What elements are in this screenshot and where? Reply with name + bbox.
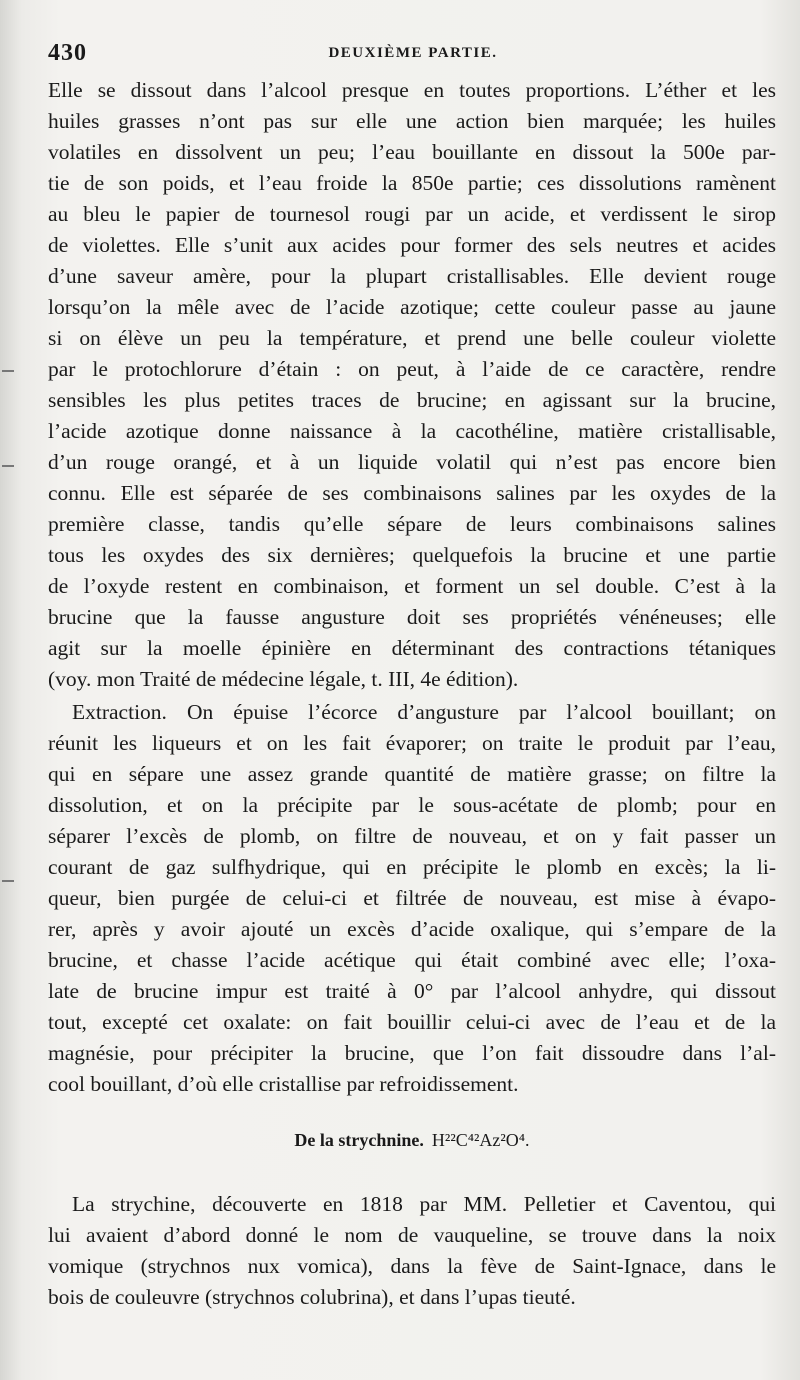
text-line: (voy. mon Traité de médecine légale, t. III, 4e édition). xyxy=(48,667,519,691)
chemical-formula: H²²C⁴²Az²O⁴. xyxy=(431,1130,530,1150)
text-line: Extraction. On épuise l’écorce d’angusture par l’alcool bouillant; on xyxy=(72,700,776,724)
text-line: rer, après y avoir ajouté un excès d’acide oxalique, qui s’empare de la xyxy=(48,917,776,941)
text-line: tout, excepté cet oxalate: on fait bouillir celui-ci avec de l’eau et de la xyxy=(48,1010,776,1034)
text-line: volatiles en dissolvent un peu; l’eau bouillante en dissout la 500e par- xyxy=(48,140,776,164)
text-line: par le protochlorure d’étain : on peut, à l’aide de ce caractère, rendre xyxy=(48,357,776,381)
section-heading-title: De la strychnine. xyxy=(294,1130,424,1150)
text-line: cool bouillant, d’où elle cristallise par refroidissement. xyxy=(48,1072,519,1096)
margin-tick xyxy=(2,370,14,372)
text-line: magnésie, pour précipiter la brucine, que l’on fait dissoudre dans l’al- xyxy=(48,1041,776,1065)
text-line: queur, bien purgée de celui-ci et filtrée de nouveau, est mise à évapo- xyxy=(48,886,776,910)
text-line: Elle se dissout dans l’alcool presque en toutes proportions. L’éther et les xyxy=(48,78,776,102)
text-line: tous les oxydes des six dernières; quelquefois la brucine et une partie xyxy=(48,543,776,567)
text-line: de l’oxyde restent en combinaison, et forment un sel double. C’est à la xyxy=(48,574,776,598)
text-line: si on élève un peu la température, et prend une belle couleur violette xyxy=(48,326,776,350)
text-line: de violettes. Elle s’unit aux acides pour former des sels neutres et acides xyxy=(48,233,776,257)
text-line: vomique (strychnos nux vomica), dans la fève de Saint-Ignace, dans le xyxy=(48,1254,776,1278)
text-line: connu. Elle est séparée de ses combinaisons salines par les oxydes de la xyxy=(48,481,776,505)
text-line: late de brucine impur est traité à 0° par l’alcool anhydre, qui dissout xyxy=(48,979,776,1003)
margin-tick xyxy=(2,465,14,467)
text-line: d’un rouge orangé, et à un liquide volatil qui n’est pas encore bien xyxy=(48,450,776,474)
text-line: bois de couleuvre (strychnos colubrina), et dans l’upas tieuté. xyxy=(48,1285,576,1309)
text-line: première classe, tandis qu’elle sépare de leurs combinaisons salines xyxy=(48,512,776,536)
text-line: au bleu le papier de tournesol rougi par un acide, et verdissent le sirop xyxy=(48,202,776,226)
text-line: huiles grasses n’ont pas sur elle une action bien marquée; les huiles xyxy=(48,109,776,133)
text-line: l’acide azotique donne naissance à la cacothéline, matière cristallisable, xyxy=(48,419,776,443)
text-line: tie de son poids, et l’eau froide la 850e partie; ces dissolutions ramènent xyxy=(48,171,776,195)
page-number: 430 xyxy=(48,40,87,66)
text-line: d’une saveur amère, pour la plupart cristallisables. Elle devient rouge xyxy=(48,264,776,288)
running-title: DEUXIÈME PARTIE. xyxy=(328,45,498,61)
running-header xyxy=(48,40,778,72)
text-line: brucine que la fausse angusture doit ses propriétés vénéneuses; elle xyxy=(48,605,776,629)
text-line: courant de gaz sulfhydrique, qui en précipite le plomb en excès; la li- xyxy=(48,855,776,879)
text-line: réunit les liqueurs et on les fait évaporer; on traite le produit par l’eau, xyxy=(48,731,776,755)
text-line: séparer l’excès de plomb, on filtre de nouveau, et on y fait passer un xyxy=(48,824,776,848)
section-heading xyxy=(48,1125,776,1155)
text-line: dissolution, et on la précipite par le sous-acétate de plomb; pour en xyxy=(48,793,776,817)
text-line: qui en sépare une assez grande quantité de matière grasse; on filtre la xyxy=(48,762,776,786)
text-line: brucine, et chasse l’acide acétique qui était combiné avec elle; l’oxa- xyxy=(48,948,776,972)
text-line: agit sur la moelle épinière en déterminant des contractions tétaniques xyxy=(48,636,776,660)
margin-tick xyxy=(2,880,14,882)
text-line: lui avaient d’abord donné le nom de vauqueline, se trouve dans la noix xyxy=(48,1223,776,1247)
text-line: La strychine, découverte en 1818 par MM. Pelletier et Caventou, qui xyxy=(72,1192,776,1216)
text-line: lorsqu’on la mêle avec de l’acide azotique; cette couleur passe au jaune xyxy=(48,295,776,319)
text-line: sensibles les plus petites traces de brucine; en agissant sur la brucine, xyxy=(48,388,776,412)
